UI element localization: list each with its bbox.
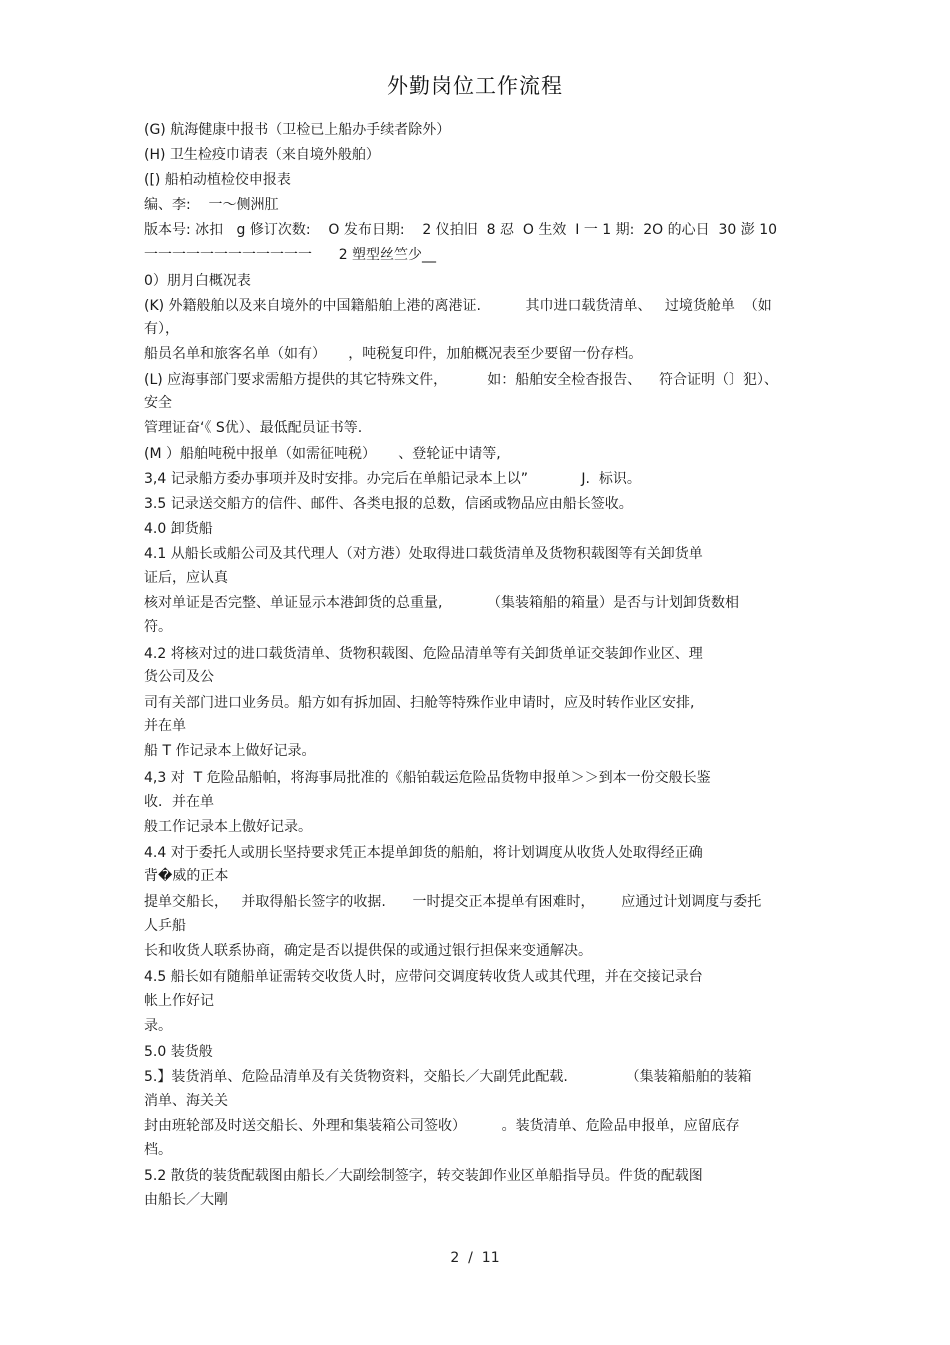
text-line: 有）， bbox=[144, 321, 179, 337]
text-line: 3,4 记录船方委办事项并及时安排。办完后在单船记录本上以” J. 标识。 bbox=[144, 471, 641, 487]
text-line: 4.1 从船长或船公司及其代理人（对方港）处取得进口载货清单及货物积载图等有关卸货单 bbox=[144, 546, 703, 562]
text-line: 并在单 bbox=[144, 718, 186, 734]
text-line: 编、李: 一～侧洲肛 bbox=[144, 197, 279, 213]
text-line: (L) 应海事部门要求需船方提供的其它特殊文件， 如：船舶安全检杳报告、 符合证明（〕犯）、 bbox=[144, 372, 779, 388]
text-line: 提单交船长， 并取得船长签字的收据. 一时提交正本提单有困难时， 应通过计划调度与委托 bbox=[144, 894, 762, 910]
text-line: 收．并在单 bbox=[144, 794, 214, 810]
text-line: 证后，应认真 bbox=[144, 570, 228, 586]
text-line: 录。 bbox=[144, 1018, 172, 1034]
text-line: 由船长／大剛 bbox=[144, 1192, 228, 1208]
text-line: 5.】装货消单、危险品清单及有关货物资料，交船长／大副凭此配载. （集装箱船舶的装箱 bbox=[144, 1069, 752, 1085]
text-line: 3.5 记录送交船方的信件、邮件、各类电报的总数，信函或物品应由船长签收。 bbox=[144, 496, 633, 512]
text-line: (K) 外籍般舶以及来自境外的中国籍船舶上港的离港证. 其巾进口载货清单、 过境货舱单 （如 bbox=[144, 298, 772, 314]
page-number: 2 / 11 bbox=[450, 1250, 500, 1266]
text-line: 4.4 对于委托人或朋长坚持要求凭正本提单卸货的船舶，将计划调度从收货人处取得经正确 bbox=[144, 845, 703, 861]
text-line: 背�威的正本 bbox=[144, 868, 229, 884]
text-line: 封由班轮部及时送交船长、外理和集装箱公司签收） 。装货清单、危险品申报单，应留底存 bbox=[144, 1118, 740, 1134]
text-line: 货公司及公 bbox=[144, 669, 214, 685]
text-line: (H) 卫生检疫巾请表（来自境外般舶） bbox=[144, 147, 380, 163]
page-title: 外勤岗位工作流程 bbox=[387, 74, 563, 98]
text-line: 帐上作好记 bbox=[144, 993, 214, 1009]
text-line: 消单、海关关 bbox=[144, 1093, 228, 1109]
text-line: 0）朋月白概况表 bbox=[144, 273, 251, 289]
text-line: 5.2 散货的装货配载图由船长／大副绘制签字，转交装卸作业区单船指导员。件货的配载图 bbox=[144, 1168, 703, 1184]
text-line: ([) 船柏动植检佼申报表 bbox=[144, 172, 291, 188]
text-line: 5.0 装货般 bbox=[144, 1044, 213, 1060]
text-line: 核对单证是否完整、单证显示本港卸货的总重量, （集装箱船的箱量）是否与计划卸货数相 bbox=[144, 595, 739, 611]
text-line: 管理证奋‘《 S优）、最低配员证书等. bbox=[144, 420, 363, 436]
text-line: 安全 bbox=[144, 395, 172, 411]
text-line: 人乒船 bbox=[144, 918, 186, 934]
text-line: 司有关部门进口业务员。船方如有拆加固、扫舱等特殊作业申请时，应及时转作业区安排, bbox=[144, 695, 695, 711]
text-line: 版本号: 冰扣 g 修订次数: O 发布日期: 2 仪拍旧 8 忍 O 生效 I 一 1 期: 2O 的心日 30 澎 10 bbox=[144, 222, 778, 238]
text-line: 4.5 船长如有随船单证需转交收货人时，应带问交调度转收货人或其代理，并在交接记录台 bbox=[144, 969, 703, 985]
text-line: 符。 bbox=[144, 619, 172, 635]
text-line: (G) 航海健康中报书（卫检已上船办手续者除外） bbox=[144, 122, 451, 138]
text-line: (M ）船舶吨税中报单（如需征吨税） 、登轮证中请等, bbox=[144, 446, 501, 462]
text-line: 长和收货人联系协商，确定是否以提供保的或通过银行担保来变通解决。 bbox=[144, 943, 592, 959]
text-line: 4.2 将核对过的进口载货清单、货物积载图、危险品清单等有关卸货单证交装卸作业区、理 bbox=[144, 646, 703, 662]
text-line: 船员名单和旅客名单（如有） ，吨税复印件，加舶概况表至少要留一份存档。 bbox=[144, 346, 643, 362]
text-line: 4.0 卸货船 bbox=[144, 521, 213, 537]
text-line: 船 T 作记录本上做好记录。 bbox=[144, 743, 316, 759]
text-line: 档。 bbox=[144, 1142, 172, 1158]
text-line: 4,3 对 T 危险品船帕，将海事局批准的《船铂载运危险品货物申报单＞＞到本一份交般长鉴 bbox=[144, 770, 711, 786]
text-line: 一一一一一一一一一一一一 2 塑型丝竺少__ bbox=[144, 247, 437, 263]
text-line: 般工作记录本上傲好记录。 bbox=[144, 819, 312, 835]
